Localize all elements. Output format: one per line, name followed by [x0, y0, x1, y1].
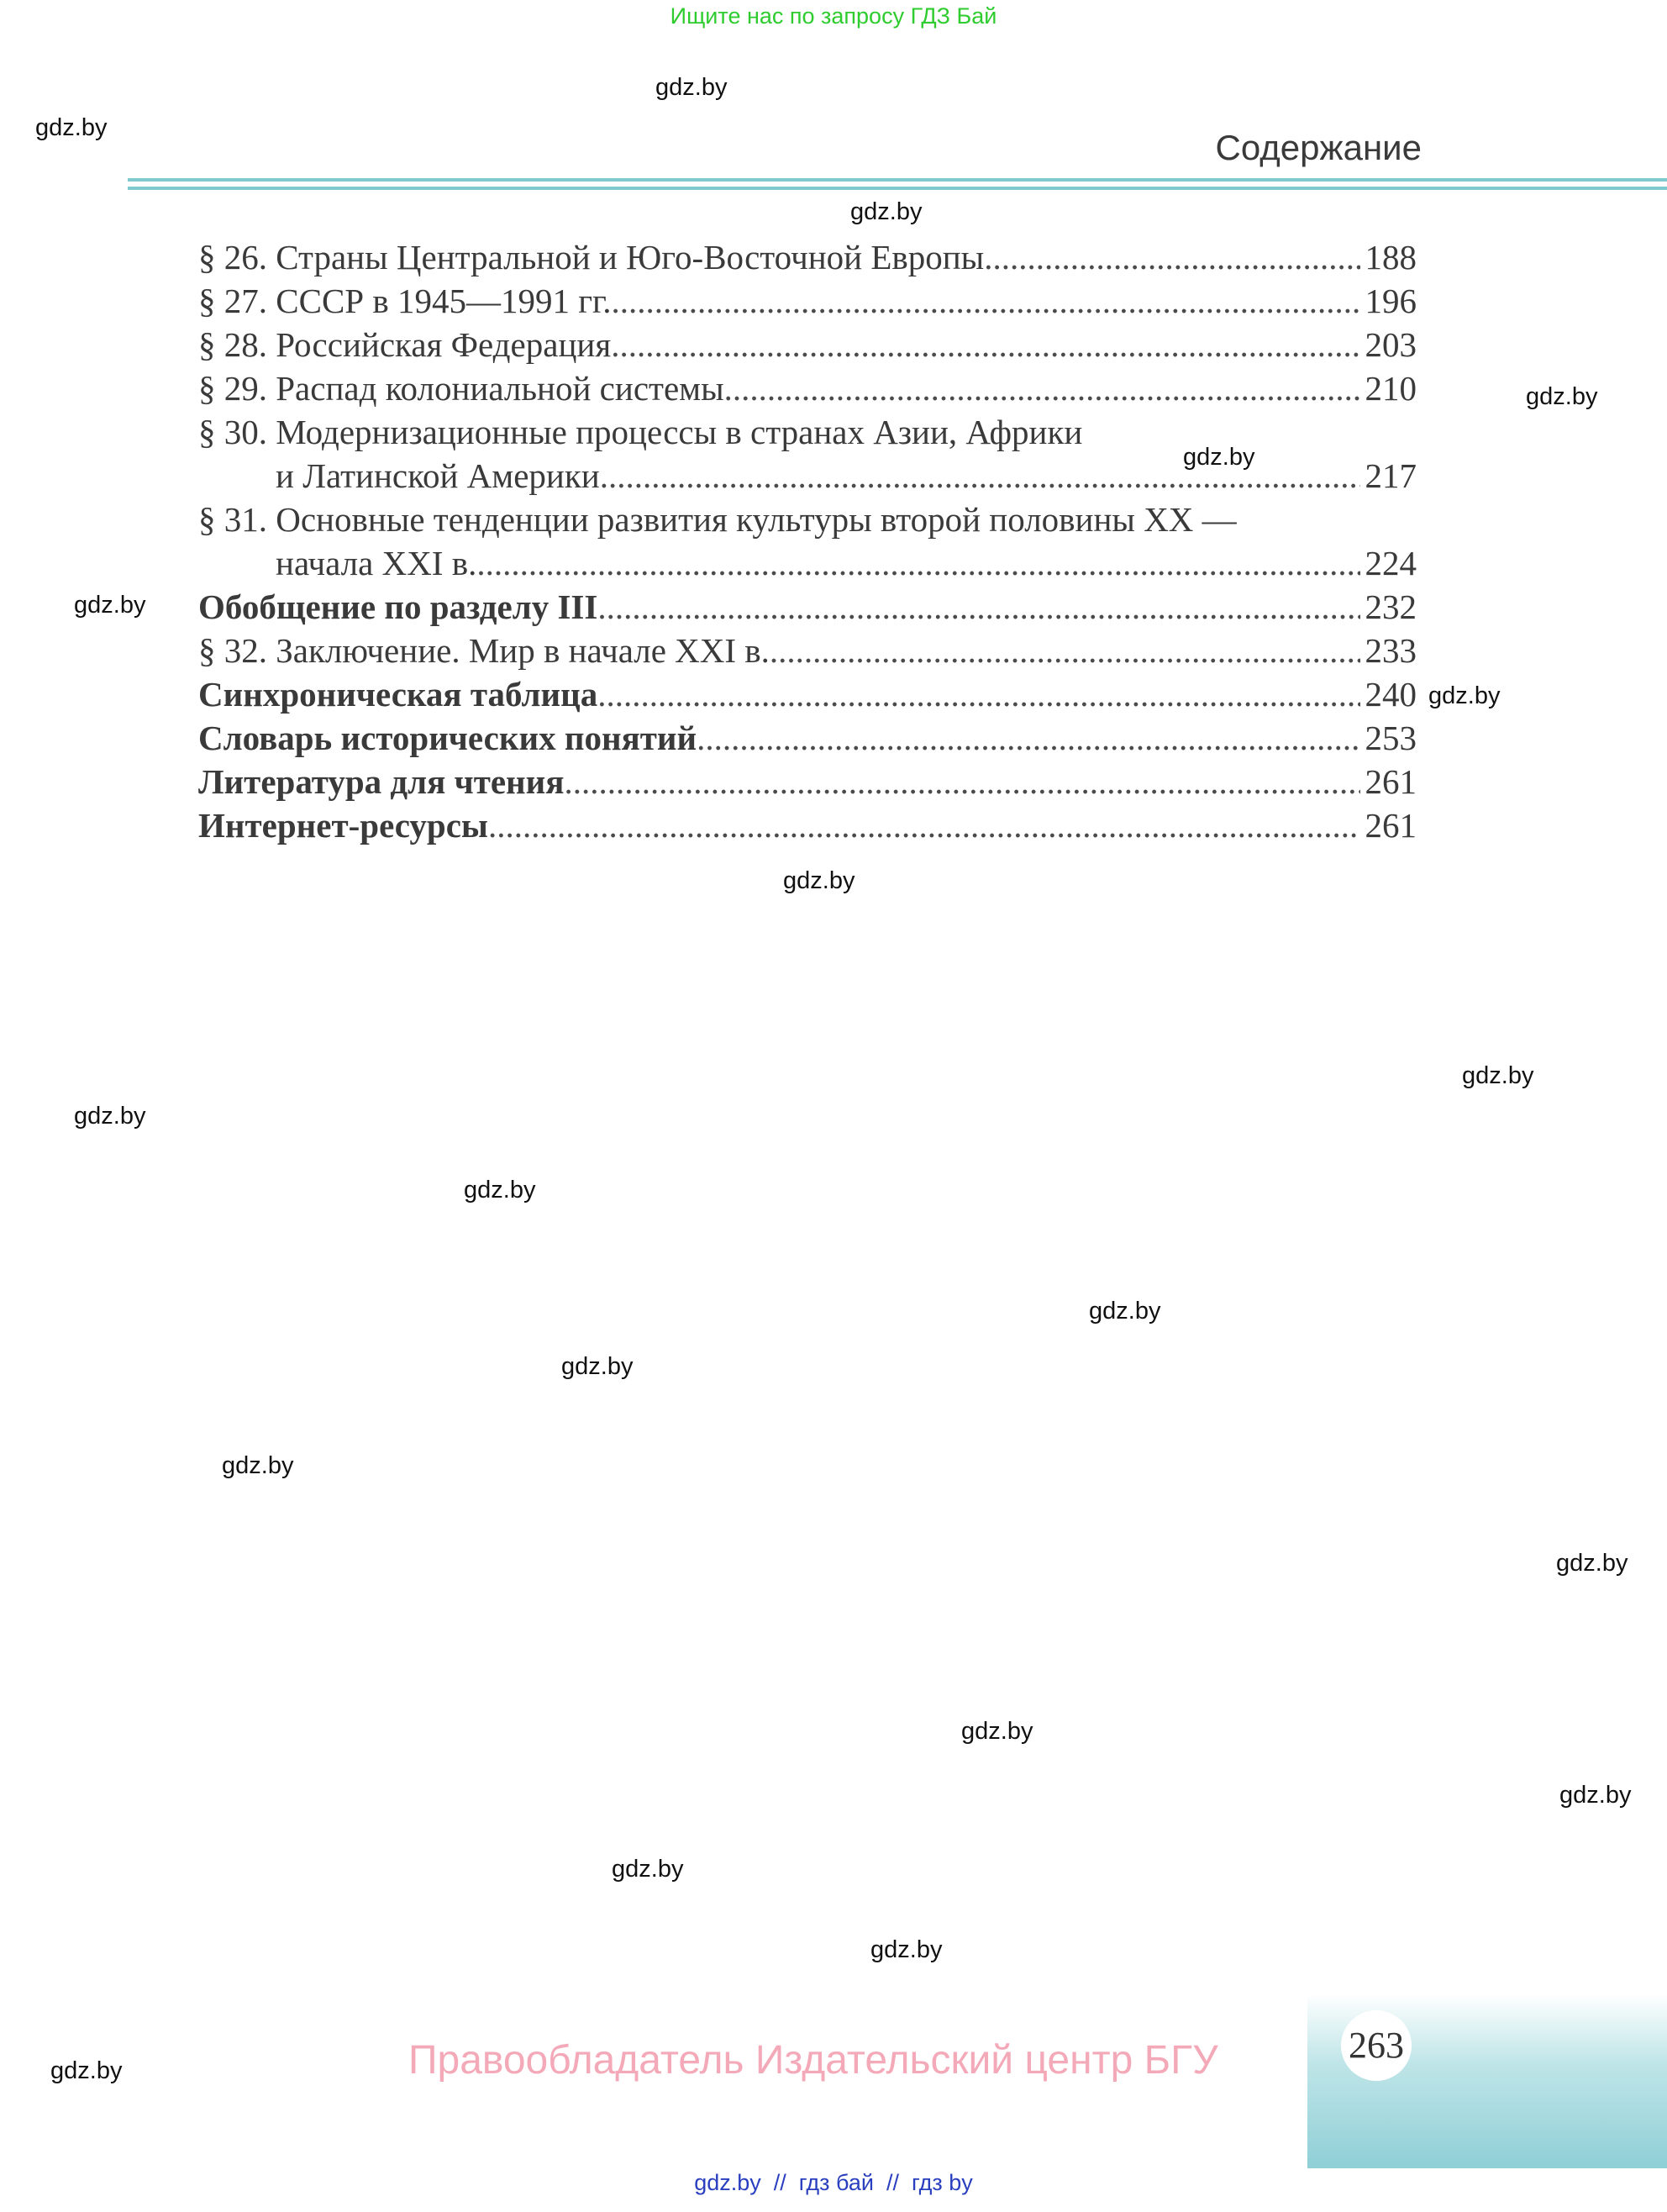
table-of-contents — [198, 235, 1417, 847]
watermark: gdz.by — [74, 592, 146, 619]
watermark: gdz.by — [561, 1353, 634, 1380]
toc-entry-29[interactable] — [198, 366, 1417, 410]
toc-page-number: 240 — [1365, 675, 1417, 714]
toc-page-number: 261 — [1365, 762, 1417, 801]
watermark: gdz.by — [655, 74, 728, 101]
toc-entry-title: § 32. Заключение. Мир в начале XXI в. — [198, 631, 770, 670]
watermark: gdz.by — [1428, 682, 1501, 709]
watermark: gdz.by — [1089, 1298, 1161, 1325]
toc-page-number: 196 — [1365, 282, 1417, 320]
toc-leader-dots — [770, 629, 1360, 672]
toc-entry-title: § 30. Модернизационные процессы в странах Азии, Африки — [198, 413, 1083, 451]
watermark: gdz.by — [222, 1452, 294, 1479]
toc-entry-title: § 27. СССР в 1945—1991 гг. — [198, 282, 612, 320]
watermark: gdz.by — [74, 1103, 146, 1130]
page-title: Содержание — [1215, 128, 1422, 167]
watermark: gdz.by — [1559, 1782, 1632, 1809]
toc-leader-dots — [724, 366, 1360, 410]
top-banner[interactable]: Ищите нас по запросу ГДЗ Бай — [670, 3, 997, 29]
watermark: gdz.by — [850, 198, 923, 225]
toc-leader-dots — [564, 760, 1359, 803]
copyright-notice: Правообладатель Издательский центр БГУ — [408, 2038, 1218, 2083]
toc-entry-31[interactable] — [198, 498, 1417, 585]
toc-entry-synchronic-table[interactable] — [198, 672, 1417, 716]
header-rule-top — [128, 178, 1667, 182]
toc-page-number: 224 — [1365, 544, 1417, 582]
toc-entry-26[interactable] — [198, 235, 1417, 279]
watermark: gdz.by — [961, 1718, 1033, 1745]
toc-entry-title: Интернет-ресурсы — [198, 806, 488, 845]
toc-page-number: 233 — [1365, 631, 1417, 670]
toc-leader-dots — [611, 279, 1359, 323]
toc-entry-27[interactable] — [198, 279, 1417, 323]
watermark: gdz.by — [35, 114, 108, 141]
toc-entry-reading-list[interactable] — [198, 760, 1417, 803]
toc-entry-summary-section-3[interactable] — [198, 585, 1417, 629]
watermark: gdz.by — [1556, 1550, 1628, 1577]
toc-leader-dots — [597, 585, 1359, 629]
toc-entry-title: Синхроническая таблица — [198, 675, 598, 714]
toc-page-number: 253 — [1365, 719, 1417, 757]
toc-leader-dots — [697, 716, 1359, 760]
watermark: gdz.by — [1526, 383, 1598, 410]
toc-page-number: 188 — [1365, 238, 1417, 276]
toc-entry-title: § 26. Страны Центральной и Юго-Восточной Европы — [198, 238, 985, 276]
toc-entry-title: § 29. Распад колониальной системы — [198, 369, 724, 408]
page-number: 263 — [1341, 2010, 1412, 2081]
toc-entry-internet-resources[interactable] — [198, 803, 1417, 847]
toc-leader-dots — [611, 323, 1359, 366]
toc-entry-28[interactable] — [198, 323, 1417, 366]
toc-entry-title: § 28. Российская Федерация — [198, 325, 612, 364]
toc-entry-32[interactable] — [198, 629, 1417, 672]
toc-leader-dots — [597, 672, 1359, 716]
watermark: gdz.by — [464, 1177, 536, 1203]
toc-entry-title: Литература для чтения — [198, 762, 565, 801]
watermark: gdz.by — [612, 1856, 684, 1883]
toc-page-number: 232 — [1365, 587, 1417, 626]
toc-leader-dots — [476, 541, 1359, 585]
header-rule-bottom — [128, 187, 1667, 190]
watermark: gdz.by — [50, 2057, 123, 2084]
toc-entry-title: Словарь исторических понятий — [198, 719, 697, 757]
watermark: gdz.by — [783, 867, 855, 894]
toc-leader-dots — [488, 803, 1360, 847]
toc-entry-title: Обобщение по разделу III — [198, 587, 598, 626]
toc-entry-title-cont: начала XXI в. — [276, 544, 477, 582]
watermark: gdz.by — [1183, 444, 1255, 471]
toc-entry-title: § 31. Основные тенденции развития культуры второй половины XX — — [198, 500, 1237, 539]
toc-page-number: 217 — [1365, 456, 1417, 495]
toc-page-number: 203 — [1365, 325, 1417, 364]
toc-leader-dots — [984, 235, 1359, 279]
toc-entry-glossary[interactable] — [198, 716, 1417, 760]
toc-entry-title-cont: и Латинской Америки — [276, 456, 600, 495]
watermark: gdz.by — [870, 1936, 943, 1963]
footer-links[interactable]: gdz.by // гдз бай // гдз by — [694, 2170, 973, 2195]
toc-page-number: 261 — [1365, 806, 1417, 845]
toc-page-number: 210 — [1365, 369, 1417, 408]
watermark: gdz.by — [1462, 1062, 1534, 1089]
